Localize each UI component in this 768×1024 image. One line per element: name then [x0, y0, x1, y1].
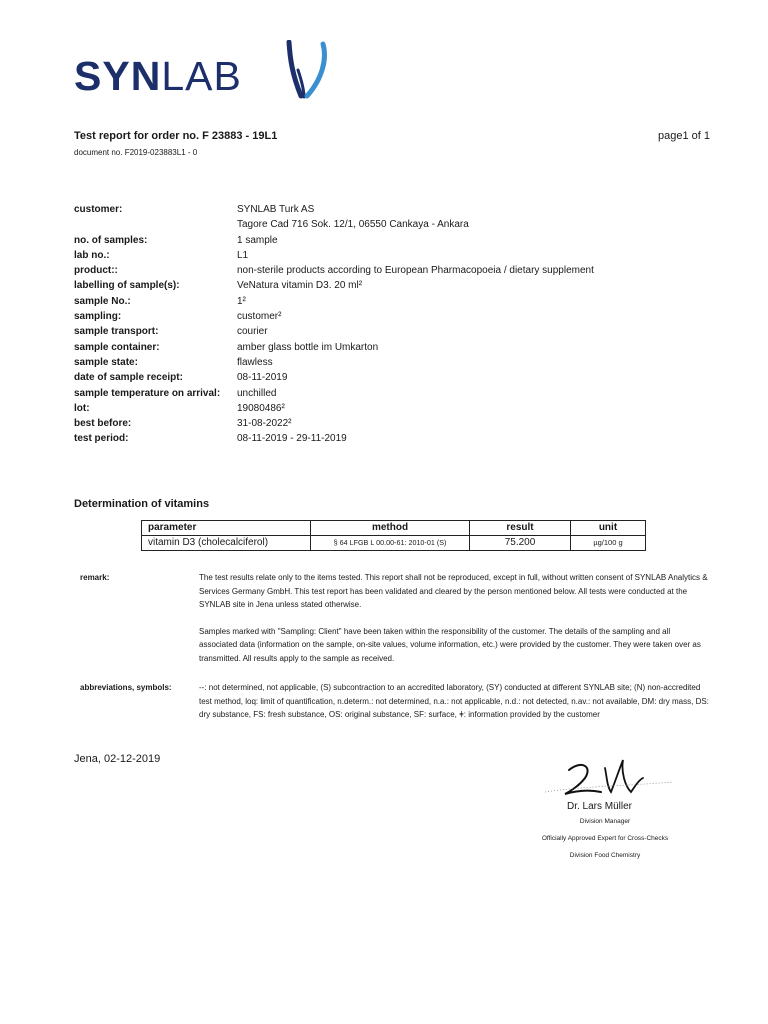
info-label: sample transport: — [74, 326, 159, 338]
cell-parameter: vitamin D3 (cholecalciferol) — [142, 536, 311, 551]
info-label: lab no.: — [74, 249, 110, 261]
info-value: customer² — [237, 311, 282, 323]
info-label: sample container: — [74, 341, 160, 353]
info-label: best before: — [74, 418, 132, 430]
abbreviations-text: --: not determined, not applicable, (S) subcontraction to an accredited laboratory, (SY) conducted at different SYNLAB site; (N) non-accredited test method, loq: limit of quantification, n.determ.: not determined, n.a.: not applicable, n.d.: not detected, n.av.: not available, DM: dry mass, DS: dry substance, FS: fresh substance, OS: original substance, SF: surface, ǂ: information provided by the customer — [199, 683, 709, 719]
info-value: SYNLAB Turk AS — [237, 204, 315, 215]
info-value: amber glass bottle im Umkarton — [237, 341, 379, 353]
synlab-logo-text — [74, 53, 242, 99]
remark-paragraph-2: Samples marked with "Sampling: Client" have been taken within the responsibility of the customer. The details of the sampling and all associated data (information on the sample, on-site values, volume information, etc.) were provided by the customer. They were taken over as transmitted. All results apply to the sample as received. — [199, 626, 701, 663]
info-row — [74, 248, 657, 263]
info-row — [74, 202, 657, 217]
info-row — [74, 355, 657, 370]
info-value: 08-11-2019 - 29-11-2019 — [237, 433, 347, 445]
info-row — [74, 416, 657, 431]
info-row — [74, 217, 657, 232]
info-label: test period: — [74, 433, 129, 445]
info-value: 31-08-2022² — [237, 418, 292, 430]
info-label: sample temperature on arrival: — [74, 387, 221, 399]
info-value: courier — [237, 326, 268, 338]
signatory-division: Division Food Chemistry — [569, 852, 641, 859]
info-label: sample No.: — [74, 295, 131, 307]
signatory-certification: Officially Approved Expert for Cross-Checks — [541, 835, 669, 842]
sample-info-list — [74, 202, 657, 447]
info-value: flawless — [237, 356, 273, 368]
info-value: unchilled — [237, 387, 277, 399]
info-label: date of sample receipt: — [74, 372, 183, 384]
info-value: 1 sample — [237, 234, 278, 246]
column-header-unit: unit — [571, 521, 646, 536]
info-label: lot: — [74, 402, 90, 414]
table-header-row — [142, 521, 646, 536]
info-value: L1 — [237, 249, 249, 261]
info-value: VeNatura vitamin D3. 20 ml² — [237, 280, 363, 292]
info-row — [74, 309, 657, 324]
info-label: labelling of sample(s): — [74, 280, 180, 292]
remark-paragraph-1: The test results relate only to the items tested. This report shall not be reproduced, except in full, without written consent of SYNLAB Analytics & Services Germany GmbH. This test report has been validated and cleared by the person mentioned below. All tests were conducted at the SYNLAB site in Jena unless stated otherwise. — [199, 573, 708, 609]
table-row — [142, 536, 646, 551]
cell-unit: µg/100 g — [571, 536, 646, 551]
signatory-role: Division Manager — [579, 818, 631, 825]
info-value: non-sterile products according to European Pharmacopoeia / dietary supplement — [237, 265, 594, 277]
logo-part-lab: LAB — [161, 53, 242, 99]
info-label: no. of samples: — [74, 234, 148, 246]
info-value: 19080486² — [237, 402, 285, 414]
signatory-name: Dr. Lars Müller — [567, 801, 633, 812]
column-header-method: method — [311, 521, 470, 536]
remark-text — [199, 571, 709, 665]
cell-result: 75.200 — [470, 536, 571, 551]
document-number: document no. F2019-023883L1 - 0 — [74, 148, 198, 157]
info-row — [74, 278, 657, 293]
info-value: 1² — [237, 295, 246, 307]
column-header-parameter: parameter — [142, 521, 311, 536]
section-title: Determination of vitamins — [74, 498, 210, 510]
info-row — [74, 431, 657, 446]
info-row — [74, 340, 657, 355]
logo-part-syn: SYN — [74, 53, 162, 99]
info-label: product:: — [74, 265, 118, 277]
report-title: Test report for order no. F 23883 - 19L1 — [74, 130, 278, 142]
synlab-logo-mark-icon — [283, 40, 335, 100]
info-value: 08-11-2019 — [237, 372, 288, 384]
info-label — [74, 217, 237, 232]
info-row — [74, 370, 657, 385]
cell-method: § 64 LFGB L 00.00-61: 2010-01 (S) — [311, 536, 470, 551]
info-row — [74, 386, 657, 401]
remark-label: remark: — [80, 573, 110, 582]
info-row — [74, 233, 657, 248]
handwritten-signature-icon — [545, 756, 675, 804]
page-number: page1 of 1 — [658, 130, 710, 142]
column-header-result: result — [470, 521, 571, 536]
abbreviations-label: abbreviations, symbols: — [80, 683, 172, 692]
info-value: Tagore Cad 716 Sok. 12/1, 06550 Cankaya - Ankara — [237, 219, 469, 231]
info-label: sample state: — [74, 356, 138, 368]
info-row — [74, 294, 657, 309]
info-row — [74, 263, 657, 278]
info-label: sampling: — [74, 311, 122, 323]
place-date: Jena, 02-12-2019 — [74, 753, 161, 765]
info-label: customer: — [74, 204, 123, 215]
results-table — [141, 520, 646, 551]
info-row — [74, 324, 657, 339]
info-row — [74, 401, 657, 416]
